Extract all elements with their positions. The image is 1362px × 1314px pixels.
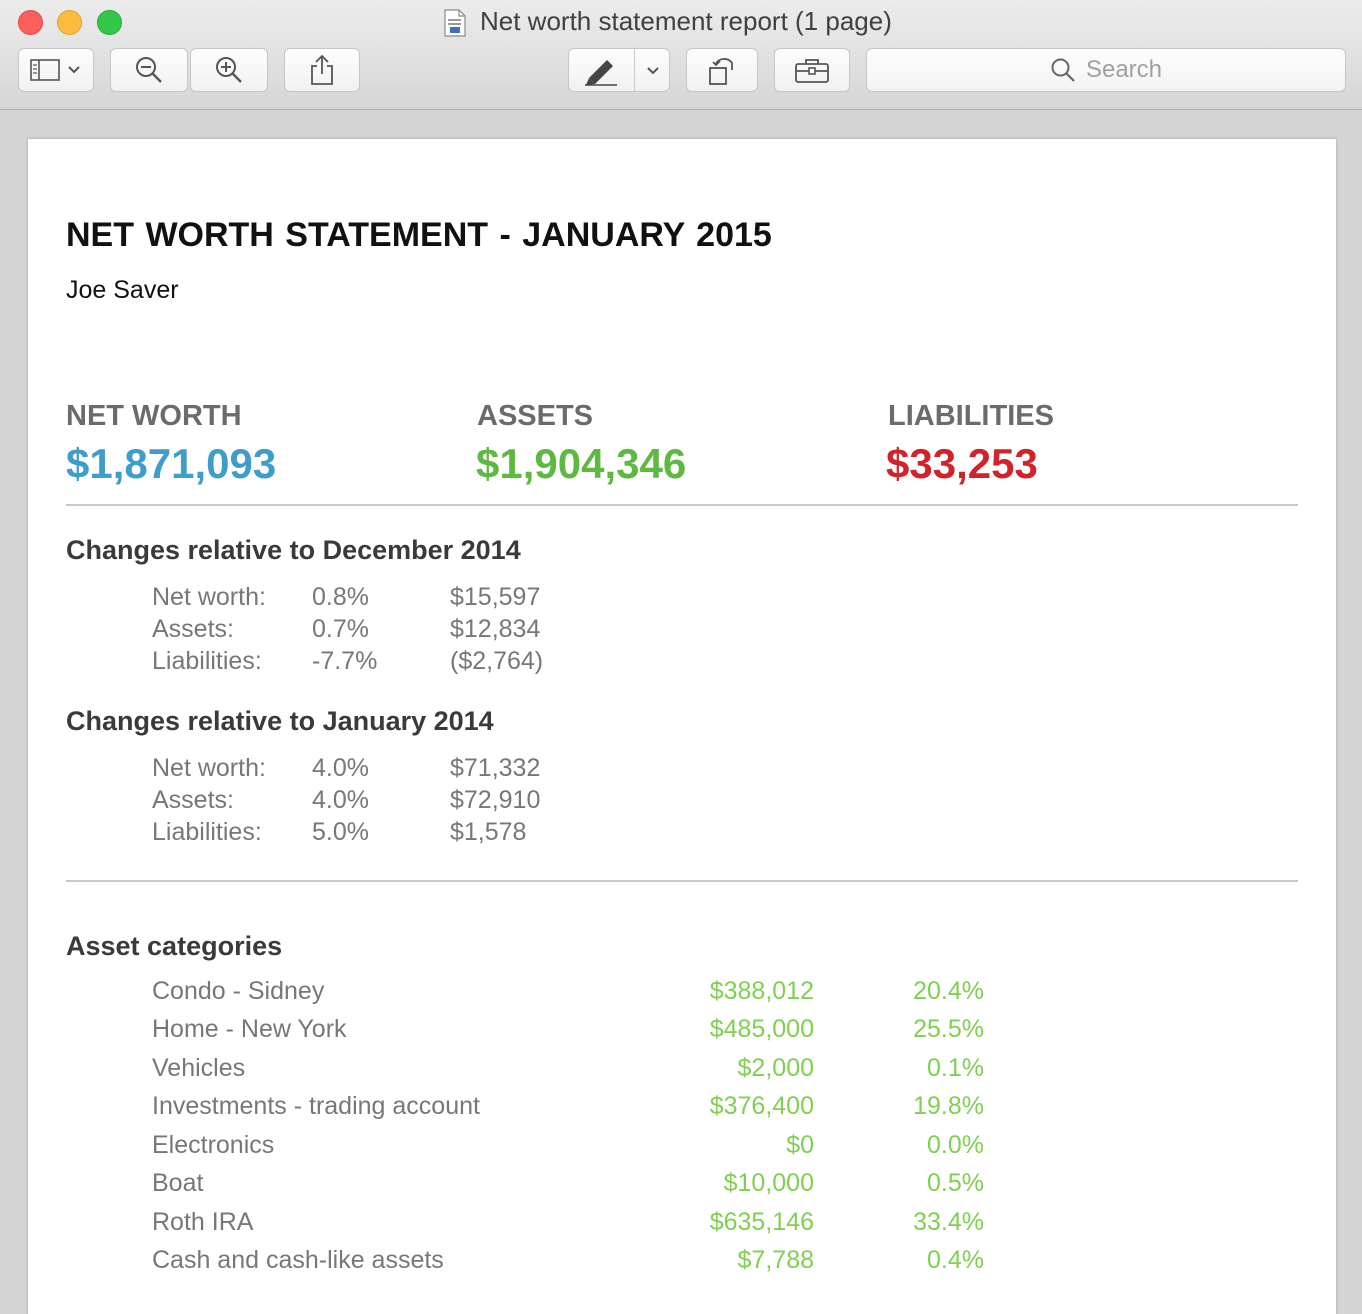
change-pct: 4.0% — [312, 754, 369, 782]
rotate-icon — [706, 54, 738, 86]
zoom-window-button[interactable] — [97, 10, 122, 35]
category-pct: 0.0% — [927, 1131, 984, 1159]
chevron-down-icon[interactable] — [645, 65, 661, 77]
category-name: Condo - Sidney — [152, 977, 325, 1005]
report-title: NET WORTH STATEMENT - JANUARY 2015 — [66, 216, 772, 254]
change-pct: 0.8% — [312, 583, 369, 611]
divider — [66, 504, 1298, 506]
category-amount: $485,000 — [709, 1015, 814, 1043]
changes-heading: Changes relative to January 2014 — [66, 706, 494, 736]
change-label: Assets: — [152, 615, 234, 643]
change-amount: $72,910 — [450, 786, 541, 814]
category-amount: $10,000 — [723, 1169, 814, 1197]
search-input[interactable] — [866, 48, 1346, 92]
category-name: Electronics — [152, 1131, 275, 1159]
category-amount: $376,400 — [709, 1092, 814, 1120]
category-pct: 20.4% — [913, 977, 984, 1005]
asset-category-row — [152, 1169, 992, 1203]
category-pct: 25.5% — [913, 1015, 984, 1043]
category-pct: 0.4% — [927, 1246, 984, 1274]
asset-category-row — [152, 1246, 992, 1280]
change-pct: -7.7% — [312, 647, 378, 675]
change-pct: 5.0% — [312, 818, 369, 846]
change-label: Liabilities: — [152, 647, 262, 675]
change-pct: 0.7% — [312, 615, 369, 643]
rotate-button[interactable] — [686, 48, 758, 92]
zoom-out-icon — [134, 55, 164, 85]
share-icon — [309, 54, 335, 86]
minimize-window-button[interactable] — [57, 10, 82, 35]
asset-category-row — [152, 1092, 992, 1126]
chevron-down-icon — [66, 64, 82, 76]
change-label: Net worth: — [152, 583, 266, 611]
change-label: Assets: — [152, 786, 234, 814]
change-label: Liabilities: — [152, 818, 262, 846]
change-amount: $1,578 — [450, 818, 527, 846]
toolbox-icon — [794, 56, 830, 84]
category-name: Home - New York — [152, 1015, 347, 1043]
window-title: Net worth statement report (1 page) — [480, 6, 892, 36]
change-amount: $12,834 — [450, 615, 541, 643]
change-amount: ($2,764) — [450, 647, 544, 675]
close-window-button[interactable] — [18, 10, 43, 35]
asset-category-row — [152, 977, 992, 1011]
liabilities-value: $33,253 — [886, 440, 1038, 487]
changes-heading: Changes relative to December 2014 — [66, 535, 521, 565]
change-label: Net worth: — [152, 754, 266, 782]
category-pct: 33.4% — [913, 1208, 984, 1236]
category-name: Cash and cash-like assets — [152, 1246, 444, 1274]
change-pct: 4.0% — [312, 786, 369, 814]
window-toolbar — [0, 0, 1362, 110]
category-amount: $635,146 — [709, 1208, 814, 1236]
asset-category-row — [152, 1015, 992, 1049]
category-name: Vehicles — [152, 1054, 246, 1082]
markup-pen-icon — [583, 56, 619, 86]
markup-button[interactable] — [568, 48, 670, 92]
asset-category-row — [152, 1054, 992, 1088]
category-pct: 19.8% — [913, 1092, 984, 1120]
category-name: Investments - trading account — [152, 1092, 480, 1120]
assets-label: ASSETS — [477, 400, 594, 432]
asset-category-row — [152, 1208, 992, 1242]
change-amount: $71,332 — [450, 754, 541, 782]
search-icon — [1050, 57, 1076, 83]
zoom-in-icon — [214, 55, 244, 85]
category-pct: 0.1% — [927, 1054, 984, 1082]
category-amount: $0 — [786, 1131, 814, 1159]
category-name: Boat — [152, 1169, 204, 1197]
net-worth-value: $1,871,093 — [66, 440, 277, 487]
assets-value: $1,904,346 — [476, 440, 687, 487]
category-amount: $7,788 — [737, 1246, 814, 1274]
liabilities-label: LIABILITIES — [888, 400, 1054, 432]
asset-categories-heading: Asset categories — [66, 931, 283, 961]
net-worth-label: NET WORTH — [66, 400, 242, 432]
toolbox-button[interactable] — [774, 48, 850, 92]
document-icon — [444, 9, 466, 37]
asset-category-row — [152, 1131, 992, 1165]
share-button[interactable] — [284, 48, 360, 92]
category-name: Roth IRA — [152, 1208, 254, 1236]
zoom-in-button[interactable] — [190, 48, 268, 92]
divider — [66, 880, 1298, 882]
category-pct: 0.5% — [927, 1169, 984, 1197]
sidebar-icon — [30, 58, 60, 82]
category-amount: $388,012 — [709, 977, 814, 1005]
search-placeholder: Search — [1085, 56, 1163, 83]
zoom-out-button[interactable] — [110, 48, 188, 92]
category-amount: $2,000 — [737, 1054, 814, 1082]
owner-name: Joe Saver — [66, 276, 179, 304]
sidebar-view-button[interactable] — [18, 48, 94, 92]
change-amount: $15,597 — [450, 583, 541, 611]
